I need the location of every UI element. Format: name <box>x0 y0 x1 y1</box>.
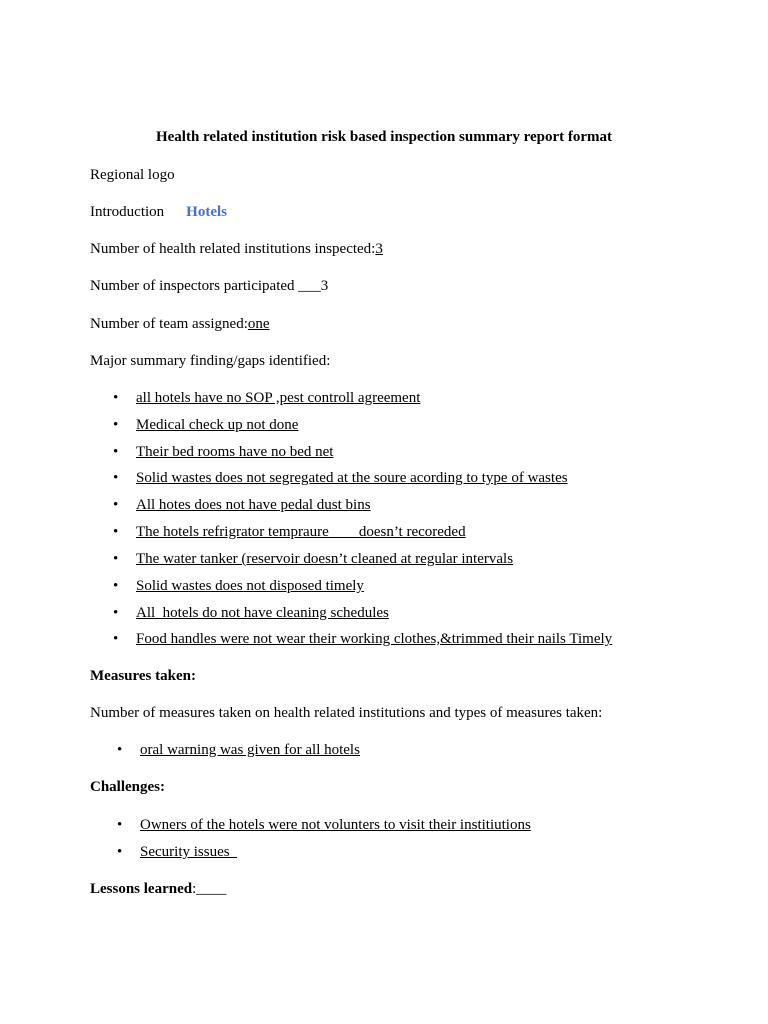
bullet-icon: • <box>113 444 119 460</box>
list-item: • The water tanker (reservoir doesn’t cleaned at regular intervals <box>113 551 514 567</box>
list-item: • Their bed rooms have no bed net <box>113 444 334 460</box>
inspectors-label: Number of inspectors participated <box>90 278 299 294</box>
list-item: • The hotels refrigrator tempraure doesn’t recoreded <box>113 524 466 540</box>
list-item: • Security issues <box>117 844 238 860</box>
regional-logo-placeholder: Regional logo <box>90 167 175 183</box>
bullet-icon: • <box>113 551 119 567</box>
list-item: • Owners of the hotels were not volunters to visit their institiutions <box>117 817 531 833</box>
list-item: • Solid wastes does not disposed timely <box>113 578 364 594</box>
lessons-colon: : <box>192 881 197 897</box>
institutions-inspected-value: 3 <box>375 241 383 257</box>
bullet-icon: • <box>117 817 123 833</box>
bullet-icon: • <box>113 390 119 406</box>
inspectors-value: ___3 <box>298 278 329 294</box>
introduction-value: Hotels <box>186 204 227 220</box>
list-item: • Food handles were not wear their working clothes,&trimmed their nails Timely <box>113 631 613 647</box>
list-item: • Solid wastes does not segregated at the soure acording to type of wastes <box>113 470 568 486</box>
measures-intro: Number of measures taken on health related institutions and types of measures taken: <box>90 705 603 721</box>
list-item: • All hotes does not have pedal dust bins <box>113 497 371 513</box>
bullet-icon: • <box>113 524 119 540</box>
list-item: • all hotels have no SOP ,pest controll agreement <box>113 390 421 406</box>
lessons-label: Lessons learned <box>90 881 193 897</box>
bullet-icon: • <box>113 470 119 486</box>
introduction-label: Introduction <box>90 204 165 220</box>
introduction-line <box>90 203 227 222</box>
list-item: • All hotels do not have cleaning schedules <box>113 605 389 621</box>
team-line <box>90 315 270 334</box>
bullet-icon: • <box>113 605 119 621</box>
measures-heading: Measures taken: <box>90 668 196 684</box>
list-item: • oral warning was given for all hotels <box>117 742 360 758</box>
list-item: • Medical check up not done <box>113 417 299 433</box>
institutions-inspected-line <box>90 240 383 259</box>
bullet-icon: • <box>113 417 119 433</box>
document-title: Health related institution risk based inspection summary report format <box>155 129 613 145</box>
bullet-icon: • <box>117 742 123 758</box>
inspectors-line <box>90 277 328 296</box>
bullet-icon: • <box>113 497 119 513</box>
findings-heading: Major summary finding/gaps identified: <box>90 353 331 369</box>
institutions-inspected-label: Number of health related institutions inspected: <box>90 241 376 257</box>
team-label: Number of team assigned: <box>90 316 248 332</box>
lessons-line <box>90 880 226 899</box>
challenges-heading: Challenges: <box>90 779 165 795</box>
bullet-icon: • <box>113 578 119 594</box>
bullet-icon: • <box>117 844 123 860</box>
team-value: one <box>247 316 270 332</box>
bullet-icon: • <box>113 631 119 647</box>
lessons-value: ____ <box>196 881 227 897</box>
